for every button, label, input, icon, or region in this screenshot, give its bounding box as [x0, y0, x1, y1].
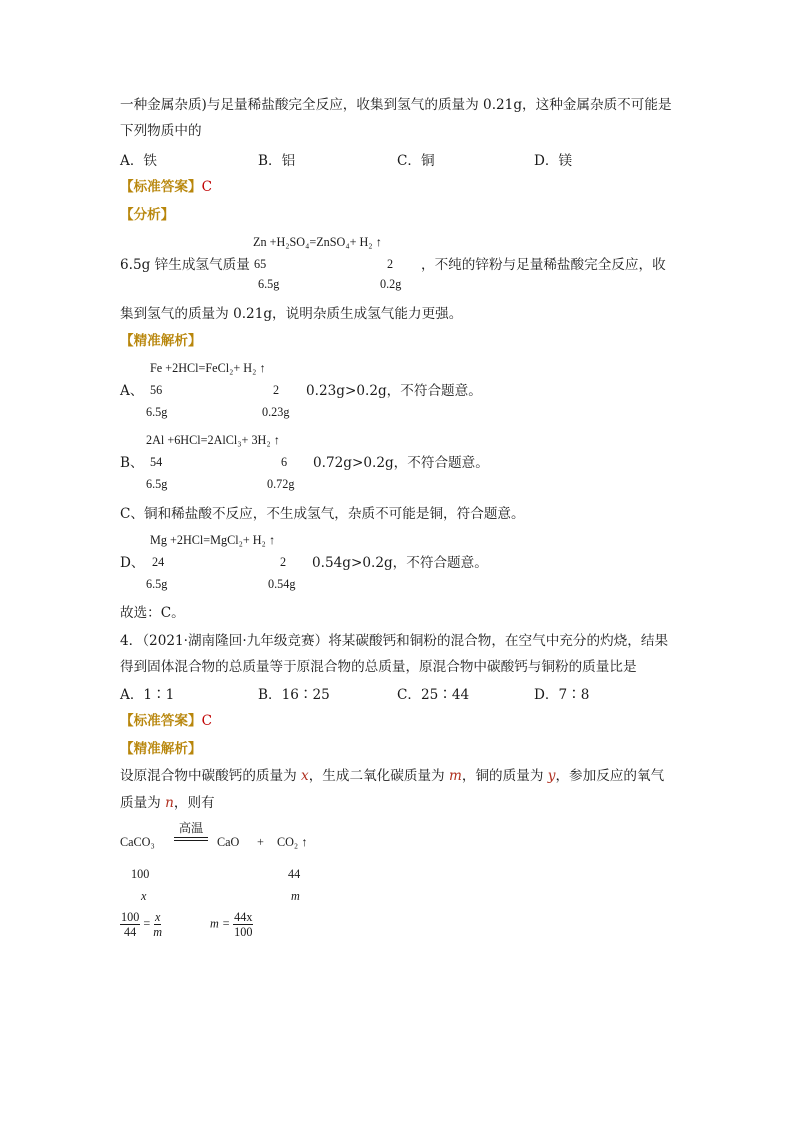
- case-d-given-left: 6.5g: [146, 577, 168, 591]
- q4-option-b: B．16∶25: [258, 687, 330, 703]
- q4-setup-line1: [120, 767, 664, 785]
- case-b-equation: 2Al +6HCl=2AlCl₃+ 3H₂ ↑: [146, 433, 280, 447]
- case-a-ratio-left: 56: [150, 383, 163, 397]
- fraction-100-44: [120, 910, 140, 939]
- case-c-prefix: C、: [120, 506, 144, 522]
- q3-conclusion: 故选：C。: [120, 605, 185, 621]
- fraction-x-m: [153, 910, 162, 939]
- q3-stem-line2: 下列物质中的: [120, 123, 202, 139]
- q4-option-c: C．25∶44: [397, 687, 470, 703]
- reaction-plus: +: [257, 835, 264, 849]
- reaction-product2: CO₂ ↑: [277, 835, 308, 849]
- analysis-equation: Zn +H₂SO₄=ZnSO₄+ H₂ ↑: [253, 235, 382, 249]
- case-b-given-right: 0.72g: [267, 477, 295, 491]
- fraction-denominator: 100: [234, 925, 253, 939]
- fraction-denominator: m: [153, 925, 163, 939]
- case-d-ratio-left: 24: [152, 555, 165, 569]
- case-a-ratio-right: 2: [273, 383, 280, 397]
- setup-text: ，铜的质量为: [461, 768, 548, 784]
- reaction-ratio-left: 100: [131, 867, 150, 881]
- case-a-prefix: A、: [120, 383, 144, 399]
- fraction-44x-100: [233, 910, 253, 939]
- case-c-line: [120, 505, 525, 523]
- q3-option-c: C．铜: [397, 153, 435, 169]
- q3-option-a: A．铁: [120, 153, 158, 169]
- answer-label: 【标准答案】: [120, 713, 202, 729]
- q3-analysis-label: 【分析】: [120, 207, 175, 223]
- reaction-arrow-bars: [174, 837, 208, 841]
- answer-value: C: [201, 179, 212, 195]
- q4-stem-line2: 得到固体混合物的总质量等于原混合物的总质量，原混合物中碳酸钙与铜粉的质量比是: [120, 659, 637, 675]
- fraction-numerator: 44x: [234, 910, 253, 924]
- q4-setup-line2: [120, 794, 215, 812]
- analysis-ratio-left: 65: [254, 257, 267, 271]
- case-d-ratio-right: 2: [280, 555, 287, 569]
- case-b-given-left: 6.5g: [146, 477, 168, 491]
- condition-label: 高温: [178, 821, 204, 835]
- q4-stem-text: 将某碳酸钙和铜粉的混合物，在空气中充分的灼烧，结果: [328, 633, 669, 649]
- setup-text: 质量为: [120, 795, 166, 811]
- reaction-var-right: m: [291, 889, 300, 903]
- case-b-ratio-left: 54: [150, 455, 163, 469]
- analysis-given-left: 6.5g: [258, 277, 280, 291]
- q4-source: （2021·湖南隆回·九年级竞赛）: [142, 633, 329, 649]
- q3-stem-line1: 一种金属杂质)与足量稀盐酸完全反应，收集到氢气的质量为 0.21g，这种金属杂质不可能是: [120, 97, 672, 113]
- case-a-equation: Fe +2HCl=FeCl₂+ H₂ ↑: [150, 361, 266, 375]
- q4-stem-line1: [120, 632, 668, 650]
- case-d-given-right: 0.54g: [268, 577, 296, 591]
- case-c-text: 铜和稀盐酸不反应，不生成氢气，杂质不可能是铜，符合题意。: [144, 506, 525, 522]
- reaction-condition: [174, 820, 208, 841]
- q4-detail-label: 【精准解析】: [120, 741, 202, 757]
- setup-text: ，生成二氧化碳质量为: [308, 768, 449, 784]
- case-d-prefix: D、: [120, 555, 145, 571]
- case-b-ratio-right: 6: [281, 455, 288, 469]
- analysis-line2: 集到氢气的质量为 0.21g，说明杂质生成氢气能力更强。: [120, 306, 463, 322]
- var-x: x: [301, 768, 309, 784]
- case-d-equation: Mg +2HCl=MgCl₂+ H₂ ↑: [150, 533, 275, 547]
- reaction-var-left: x: [141, 889, 147, 903]
- q4-number: 4．: [120, 633, 143, 649]
- setup-text: ，参加反应的氧气: [555, 768, 665, 784]
- q3-answer: [120, 178, 212, 196]
- reaction-ratio-right: 44: [288, 867, 301, 881]
- q4-option-d: D．7∶8: [534, 687, 590, 703]
- var-y: y: [547, 768, 556, 784]
- proportion-equation: [120, 910, 162, 939]
- var-m: m: [448, 768, 462, 784]
- case-a-note: 0.23g>0.2g，不符合题意。: [306, 383, 482, 399]
- answer-value: C: [201, 713, 212, 729]
- q3-option-d: D．镁: [534, 153, 573, 169]
- setup-text: 设原混合物中碳酸钙的质量为: [120, 768, 302, 784]
- setup-text: ，则有: [173, 795, 215, 811]
- analysis-suffix: ，不纯的锌粉与足量稀盐酸完全反应，收: [421, 257, 666, 273]
- q3-detail-label: 【精准解析】: [120, 333, 202, 349]
- solution-lhs: m =: [210, 916, 231, 931]
- reaction-product1: CaO: [217, 835, 240, 849]
- reaction-reactant: CaCO₃: [120, 835, 155, 849]
- answer-label: 【标准答案】: [120, 179, 202, 195]
- case-a-given-right: 0.23g: [262, 405, 290, 419]
- fraction-denominator: 44: [124, 925, 137, 939]
- equals-sign: =: [143, 916, 151, 931]
- case-b-prefix: B、: [120, 455, 144, 471]
- q4-option-a: A．1∶1: [120, 687, 175, 703]
- analysis-prefix: 6.5g 锌生成氢气质量: [120, 257, 250, 273]
- fraction-numerator: 100: [121, 910, 140, 924]
- case-d-note: 0.54g>0.2g，不符合题意。: [312, 555, 488, 571]
- fraction-numerator: x: [154, 910, 161, 924]
- solution-m: [210, 910, 253, 939]
- case-a-given-left: 6.5g: [146, 405, 168, 419]
- var-n: n: [165, 795, 174, 811]
- case-b-note: 0.72g>0.2g，不符合题意。: [313, 455, 489, 471]
- q3-option-b: B．铝: [258, 153, 296, 169]
- analysis-given-right: 0.2g: [380, 277, 402, 291]
- q4-answer: [120, 712, 212, 730]
- analysis-ratio-right: 2: [387, 257, 394, 271]
